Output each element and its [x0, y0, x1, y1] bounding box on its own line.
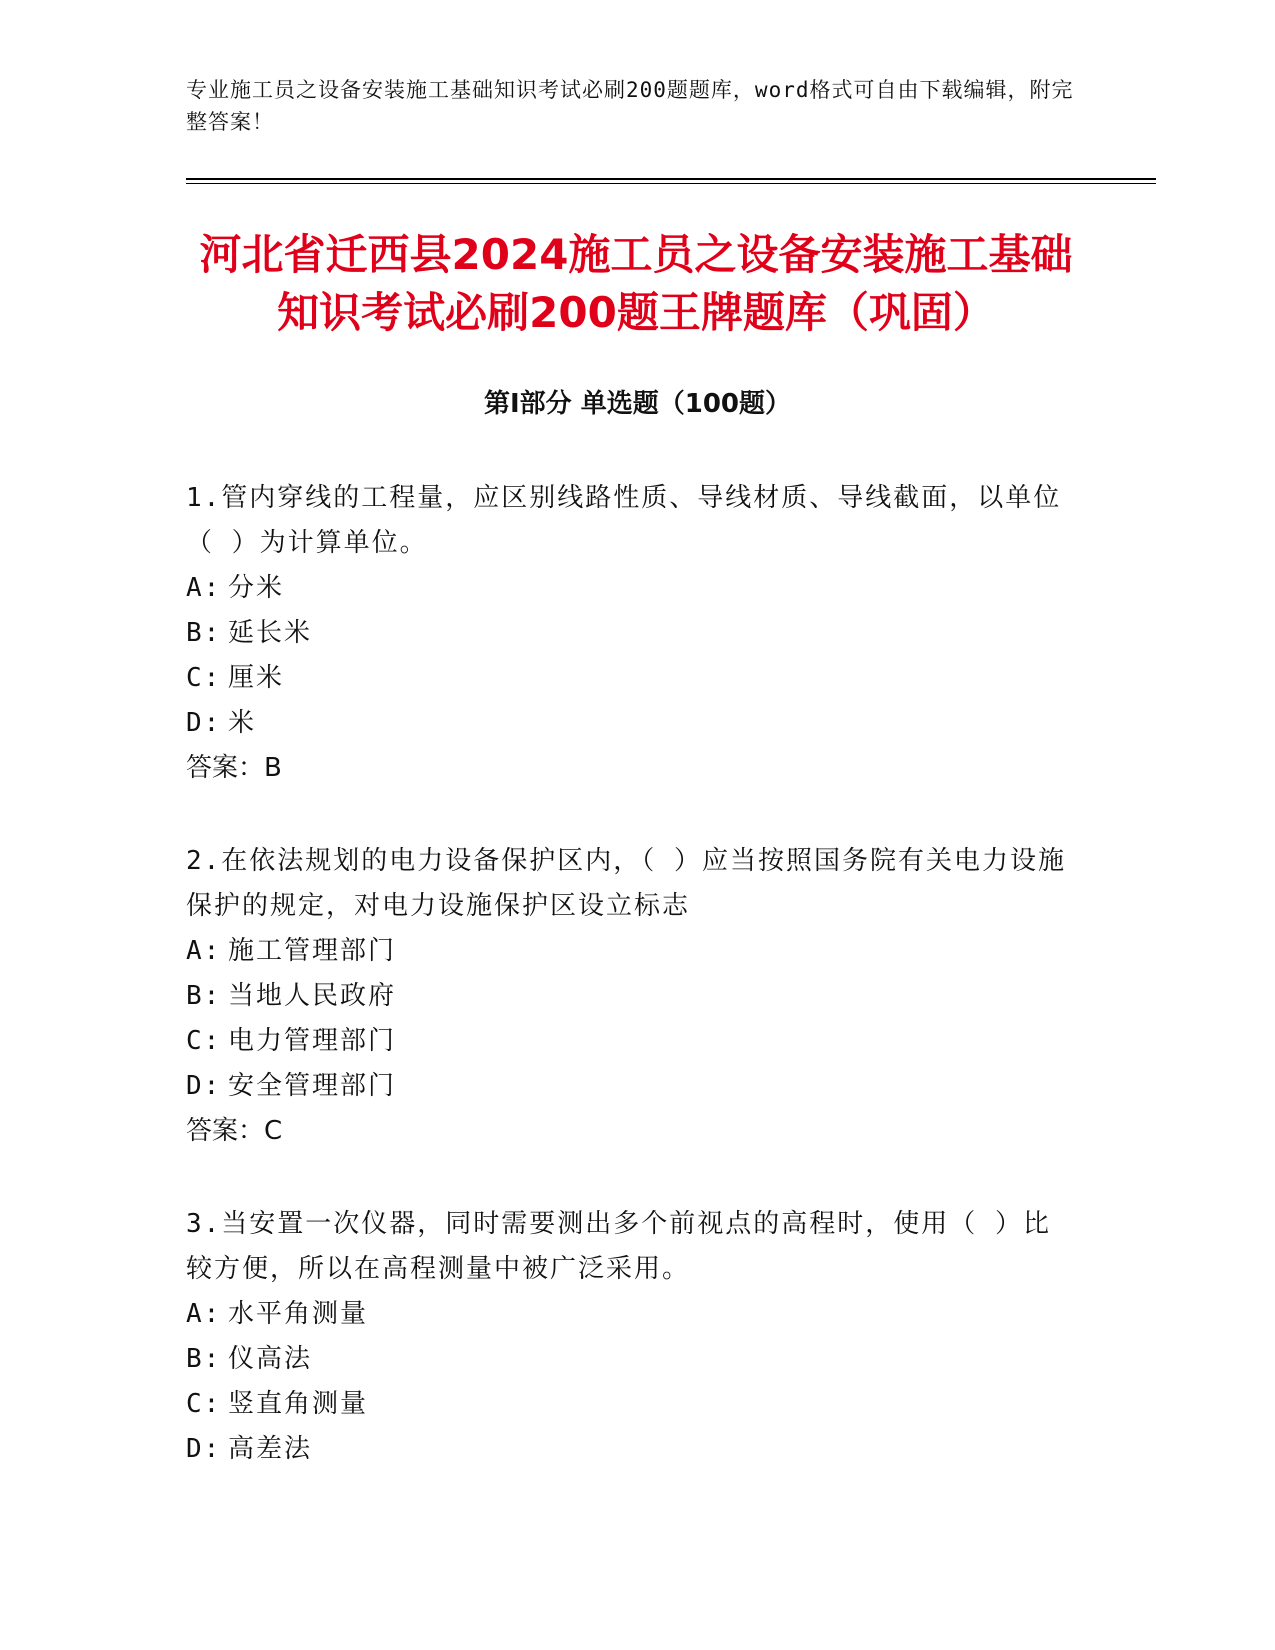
- option-text: 米: [228, 708, 257, 738]
- option-text: 竖直角测量: [228, 1389, 369, 1419]
- document-title: 河北省迁西县2024施工员之设备安装施工基础知识考试必刷200题王牌题库（巩固）: [199, 230, 1073, 337]
- question-stem: 3.当安置一次仪器，同时需要测出多个前视点的高程时，使用（ ）比较方便，所以在高程测量中被广泛采用。: [186, 1209, 1051, 1284]
- option-letter: A:: [186, 573, 222, 603]
- question-stem: 1.管内穿线的工程量，应区别线路性质、导线材质、导线截面，以单位（ ）为计算单位。: [186, 483, 1062, 558]
- option-b: [186, 1337, 1076, 1382]
- option-text: 分米: [228, 573, 285, 603]
- option-text: 当地人民政府: [228, 981, 397, 1011]
- option-letter: C:: [186, 1389, 222, 1419]
- option-text: 高差法: [228, 1434, 313, 1464]
- question-stem: 2.在依法规划的电力设备保护区内，（ ）应当按照国务院有关电力设施保护的规定，对电力设施保护区设立标志: [186, 846, 1066, 921]
- option-text: 施工管理部门: [228, 936, 397, 966]
- option-c: [186, 656, 1076, 701]
- header-divider-thin: [186, 183, 1156, 184]
- option-letter: C:: [186, 1026, 222, 1056]
- option-letter: A:: [186, 936, 222, 966]
- question-1: [186, 476, 1076, 791]
- option-letter: B:: [186, 981, 222, 1011]
- answer-line: 答案：C: [186, 1116, 283, 1146]
- option-d: [186, 1064, 1076, 1109]
- option-letter: B:: [186, 618, 222, 648]
- option-text: 延长米: [228, 618, 313, 648]
- option-letter: C:: [186, 663, 222, 693]
- option-text: 安全管理部门: [228, 1071, 397, 1101]
- header-note: 专业施工员之设备安装施工基础知识考试必刷200题题库，word格式可自由下载编辑，附完整答案！: [186, 78, 1074, 134]
- option-a: [186, 566, 1076, 611]
- option-letter: A:: [186, 1299, 222, 1329]
- question-2: [186, 839, 1076, 1154]
- header-divider-thick: [186, 178, 1156, 180]
- option-text: 电力管理部门: [228, 1026, 397, 1056]
- option-b: [186, 974, 1076, 1019]
- answer-line: 答案：B: [186, 753, 282, 783]
- option-letter: B:: [186, 1344, 222, 1374]
- option-text: 水平角测量: [228, 1299, 369, 1329]
- question-list: [186, 476, 1076, 1520]
- option-b: [186, 611, 1076, 656]
- option-text: 厘米: [228, 663, 285, 693]
- option-a: [186, 929, 1076, 974]
- option-d: [186, 701, 1076, 746]
- option-text: 仪高法: [228, 1344, 313, 1374]
- question-3: [186, 1202, 1076, 1472]
- section-heading: 第I部分 单选题（100题）: [484, 389, 791, 419]
- option-c: [186, 1019, 1076, 1064]
- option-d: [186, 1427, 1076, 1472]
- option-letter: D:: [186, 708, 222, 738]
- option-a: [186, 1292, 1076, 1337]
- option-c: [186, 1382, 1076, 1427]
- option-letter: D:: [186, 1071, 222, 1101]
- option-letter: D:: [186, 1434, 222, 1464]
